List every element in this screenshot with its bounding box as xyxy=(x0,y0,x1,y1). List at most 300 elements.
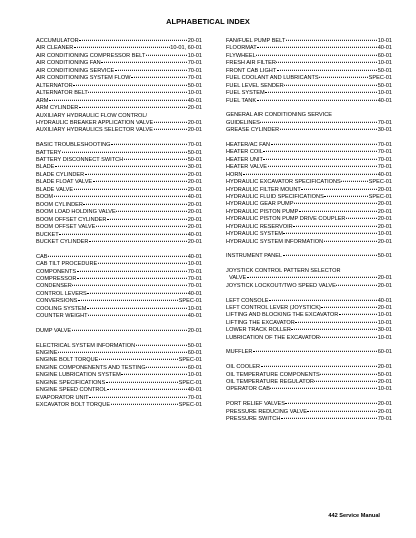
dot-leader xyxy=(341,181,368,182)
index-entry-label: AIR CONDITIONING SYSTEM FLOW xyxy=(36,75,131,82)
index-entry xyxy=(36,350,202,357)
dot-leader xyxy=(116,211,187,212)
index-entry xyxy=(36,387,202,394)
index-group xyxy=(226,298,392,343)
index-entry-page: 40-01 xyxy=(187,290,202,297)
dot-leader xyxy=(269,299,377,300)
index-entry-page: 60-01 xyxy=(187,364,202,371)
index-entry xyxy=(36,172,202,179)
index-entry-page: 20-01 xyxy=(377,208,392,215)
index-entry-page: 50-01 xyxy=(187,149,202,156)
index-entry-label: PORT RELIEF VALVES xyxy=(226,401,285,408)
index-entry-label: ALTERNATOR xyxy=(36,82,73,89)
index-entry-label: JOYSTICK LOCKOUT/TWO SPEED VALVE xyxy=(226,282,336,289)
index-entry-label: COMPONENTS xyxy=(36,268,77,275)
index-entry xyxy=(226,349,392,356)
index-group xyxy=(226,268,392,290)
index-entry xyxy=(226,298,392,305)
index-entry xyxy=(226,90,392,97)
dot-leader xyxy=(131,77,187,78)
index-entry xyxy=(226,409,392,416)
index-entry xyxy=(226,112,392,127)
index-entry-label: FUEL COOLANT AND LUBRICANTS xyxy=(226,75,319,82)
dot-leader xyxy=(59,233,187,234)
index-entry-page: 30-01 xyxy=(377,327,392,334)
dot-leader xyxy=(271,144,378,145)
index-entry-page: 40-01 xyxy=(187,194,202,201)
index-entry xyxy=(226,194,392,201)
dot-leader xyxy=(291,329,377,330)
index-entry-label: HEATER VALVE xyxy=(226,164,268,171)
index-entry-label: BUCKET xyxy=(36,231,59,238)
index-entry xyxy=(36,261,202,268)
index-entry-page: 40-01 xyxy=(187,253,202,260)
dot-leader xyxy=(89,241,187,242)
index-entry-label: AIR CONDITIONING SERVICE xyxy=(36,67,115,74)
dot-leader xyxy=(293,226,377,227)
dot-leader xyxy=(307,410,377,411)
index-entry xyxy=(36,395,202,402)
dot-leader xyxy=(243,173,377,174)
dot-leader xyxy=(284,85,377,86)
index-entry xyxy=(226,231,392,238)
dot-leader xyxy=(253,351,377,352)
index-group xyxy=(226,38,392,105)
index-entry-label: LOWER TRACK ROLLER xyxy=(226,327,291,334)
index-entry xyxy=(36,164,202,171)
dot-leader xyxy=(301,188,377,189)
index-entry xyxy=(226,372,392,379)
index-entry-label: FRONT CAB LIGHT xyxy=(226,67,277,74)
index-entry-page: 50-01 xyxy=(377,253,392,260)
index-entry-page: 70-01 xyxy=(377,141,392,148)
index-entry-label: ARM xyxy=(36,97,49,104)
dot-leader xyxy=(58,352,187,353)
index-entry-label: HYDRAULIC SYSTEM xyxy=(226,231,283,238)
dot-leader xyxy=(321,307,377,308)
dot-leader xyxy=(257,99,378,100)
index-entry-label: AIR CONDITIONING FAN xyxy=(36,60,101,67)
index-entry-page: 20-01 xyxy=(377,378,392,385)
index-entry-label: ACCUMULATOR xyxy=(36,38,79,44)
dot-leader xyxy=(256,55,377,56)
dot-leader xyxy=(89,396,187,397)
index-entry-page: 50-01 xyxy=(187,342,202,349)
index-entry-page: 20-01 xyxy=(377,401,392,408)
index-entry-page: 10-01 xyxy=(377,231,392,238)
index-entry-label: CAB TILT PROCEDURE xyxy=(36,261,98,268)
index-entry-label: CONTROL LEVERS xyxy=(36,290,87,297)
index-entry-page: 20-01 xyxy=(187,186,202,193)
index-entry-page: 10-01 xyxy=(377,60,392,67)
index-entry xyxy=(36,276,202,283)
index-entry-page: 20-01 xyxy=(377,201,392,208)
index-entry-page: 40-01 xyxy=(187,97,202,104)
index-entry xyxy=(36,187,202,194)
index-entry-page: SPEC-01 xyxy=(368,179,392,186)
index-entry xyxy=(36,313,202,320)
dot-leader xyxy=(146,367,187,368)
index-entry-page: 20-01 xyxy=(377,364,392,371)
index-entry xyxy=(36,98,202,105)
index-entry-page: 70-01 xyxy=(377,119,392,126)
dot-leader xyxy=(276,62,377,63)
dot-leader xyxy=(324,196,368,197)
index-entry-label: FUEL SYSTEM xyxy=(226,90,265,97)
index-group xyxy=(226,349,392,356)
index-entry xyxy=(226,75,392,82)
dot-leader xyxy=(79,107,187,108)
dot-leader xyxy=(247,277,377,278)
index-entry xyxy=(226,201,392,208)
index-entry xyxy=(226,172,392,179)
index-entry-page: SPEC-01 xyxy=(368,193,392,200)
index-entry-page: 50-01 xyxy=(187,156,202,163)
index-entry xyxy=(36,150,202,157)
index-entry-label: AIR CONDITIONING COMPRESSOR BELT xyxy=(36,52,146,59)
dot-leader xyxy=(77,270,188,271)
index-entry xyxy=(226,38,392,45)
index-entry-page: 10-01 xyxy=(377,90,392,97)
dot-leader xyxy=(320,337,377,338)
index-entry-label: COUNTER WEIGHT xyxy=(36,313,88,320)
index-column-right xyxy=(226,38,392,431)
index-entry-label: LEFT CONSOLE xyxy=(226,297,269,304)
index-entry-label: BLADE xyxy=(36,164,55,171)
index-entry-label: DUMP VALVE xyxy=(36,327,72,334)
dot-leader xyxy=(283,233,377,234)
dot-leader xyxy=(78,300,178,301)
dot-leader xyxy=(115,70,187,71)
index-entry xyxy=(226,401,392,408)
index-entry xyxy=(36,60,202,67)
index-entry-page: 20-01 xyxy=(187,127,202,134)
index-entry-page: 20-01 xyxy=(187,171,202,178)
dot-leader xyxy=(281,418,377,419)
dot-leader xyxy=(283,255,378,256)
index-entry xyxy=(36,380,202,387)
index-entry-page: 40-01 xyxy=(187,313,202,320)
index-entry xyxy=(36,142,202,149)
index-entry-page: 70-01 xyxy=(187,268,202,275)
index-entry xyxy=(36,53,202,60)
dot-leader xyxy=(339,314,377,315)
index-entry-label: CAB xyxy=(36,253,48,260)
index-entry xyxy=(36,291,202,298)
dot-leader xyxy=(263,151,377,152)
index-entry xyxy=(226,60,392,67)
dot-leader xyxy=(98,263,187,264)
index-entry-label: BASIC TROUBLESHOOTING xyxy=(36,142,111,149)
index-entry-page: 60-01 xyxy=(377,52,392,59)
index-entry xyxy=(226,142,392,149)
dot-leader xyxy=(83,204,187,205)
index-entry xyxy=(226,268,392,283)
index-entry-page: 20-01 xyxy=(377,304,392,311)
index-entry-label: ENGINE SPECIFICATIONS xyxy=(36,379,106,386)
dot-leader xyxy=(324,241,378,242)
index-entry-page: 20-01 xyxy=(187,105,202,112)
index-entry xyxy=(226,179,392,186)
index-entry xyxy=(36,372,202,379)
dot-leader xyxy=(263,159,377,160)
index-entry-label: LUBRICATION OF THE EXCAVATOR xyxy=(226,334,320,341)
index-entry-label: CONDENSER xyxy=(36,283,72,290)
index-entry-page: 60-01 xyxy=(187,349,202,356)
dot-leader xyxy=(72,285,187,286)
dot-leader xyxy=(74,189,188,190)
index-entry xyxy=(36,194,202,201)
dot-leader xyxy=(72,330,188,331)
index-entry-label: HYDRAULIC EXCAVATOR SPECIFICATIONS xyxy=(226,179,341,186)
index-entry-label: HYDRAULIC RESERVOIR xyxy=(226,223,293,230)
index-group xyxy=(226,401,392,423)
index-entry-label: FUEL TANK xyxy=(226,97,257,104)
index-entry-label: BLADE CYLINDER xyxy=(36,171,85,178)
index-entry-label: GREASE CYLINDER xyxy=(226,127,280,134)
index-entry-label: FRESH AIR FILTER xyxy=(226,60,276,67)
index-entry xyxy=(36,179,202,186)
index-group xyxy=(36,343,202,410)
index-entry-page: 10-01, 60-01 xyxy=(170,45,202,52)
dot-leader xyxy=(146,55,187,56)
index-entry xyxy=(36,365,202,372)
index-entry-page: 10-01 xyxy=(377,312,392,319)
index-entry xyxy=(36,157,202,164)
page-title: ALPHABETICAL INDEX xyxy=(166,17,250,26)
index-entry-label: HEATER UNIT xyxy=(226,156,263,163)
index-entry-label: HYDRAULIC GEAR PUMP xyxy=(226,201,294,208)
dot-leader xyxy=(79,40,187,41)
index-entry-label: BATTERY xyxy=(36,149,62,156)
index-entry xyxy=(36,209,202,216)
index-entry-label-line1: AUXILIARY HYDRAULIC FLOW CONTROL/ xyxy=(36,112,148,119)
index-entry-label: MUFFLER xyxy=(226,349,253,356)
index-entry-label: EVAPORATOR UNIT xyxy=(36,394,89,401)
index-entry-page: SPEC-01 xyxy=(178,379,202,386)
index-entry-page: 40-01 xyxy=(187,387,202,394)
index-entry xyxy=(226,83,392,90)
index-entry-page: 70-01 xyxy=(187,394,202,401)
index-entry xyxy=(226,305,392,312)
index-entry-label: ENGINE xyxy=(36,349,58,356)
dot-leader xyxy=(62,151,187,152)
index-entry-label: ARM CYLINDER xyxy=(36,105,79,112)
index-entry-page: SPEC-01 xyxy=(178,298,202,305)
index-entry-page: 50-01 xyxy=(377,82,392,89)
index-entry-page: 20-01 xyxy=(377,408,392,415)
dot-leader xyxy=(54,196,188,197)
index-entry xyxy=(226,283,392,290)
index-entry-page: 50-01 xyxy=(377,371,392,378)
index-entry-label: INSTRUMENT PANEL xyxy=(226,253,283,260)
index-entry-label-line1: JOYSTICK CONTROL PATTERN SELECTOR xyxy=(226,267,341,274)
index-entry-label: HEATER COIL xyxy=(226,149,263,156)
index-entry-label: BOOM OFFSET CYLINDER xyxy=(36,216,107,223)
dot-leader xyxy=(295,322,377,323)
index-entry-page: 10-01 xyxy=(187,90,202,97)
dot-leader xyxy=(136,344,188,345)
dot-leader xyxy=(265,92,377,93)
index-entry-label: LIFTING AND BLOCKING THE EXCAVATOR xyxy=(226,312,339,319)
index-group xyxy=(226,112,392,134)
dot-leader xyxy=(93,181,188,182)
index-entry-label: ENGINE LUBRICATION SYSTEM xyxy=(36,372,121,379)
dot-leader xyxy=(106,382,178,383)
index-entry-label: COOLING SYSTEM xyxy=(36,305,87,312)
index-entry-label: GUIDELINES xyxy=(226,119,260,126)
index-entry xyxy=(226,68,392,75)
index-entry-label: FLYWHEEL xyxy=(226,52,256,59)
index-entry xyxy=(36,232,202,239)
index-entry-page: 20-01 xyxy=(377,216,392,223)
index-group xyxy=(226,142,392,246)
index-entry-page: 40-01 xyxy=(377,45,392,52)
index-entry-page: 70-01 xyxy=(187,67,202,74)
index-group xyxy=(226,364,392,394)
index-entry xyxy=(36,402,202,409)
index-entry xyxy=(226,157,392,164)
index-entry-page: 40-01 xyxy=(377,97,392,104)
index-entry-page: 40-01 xyxy=(377,171,392,178)
index-entry-label: HYDRAULIC PISTON PUMP xyxy=(226,208,299,215)
index-entry-page: 20-01 xyxy=(187,209,202,216)
index-entry xyxy=(226,416,392,423)
index-entry-label: BATTERY DISCONNECT SWITCH xyxy=(36,156,124,163)
footer-manual-name: 442 Service Manual xyxy=(328,513,380,519)
index-entry-label: PRESSURE REDUCING VALVE xyxy=(226,408,307,415)
index-entry-label: HYDRAULIC FILTER MOUNT xyxy=(226,186,301,193)
index-entry-label: BLADE VALVE xyxy=(36,186,74,193)
index-entry-label: EXCAVATOR BOLT TORQUE xyxy=(36,402,111,409)
index-entry xyxy=(226,98,392,105)
index-entry xyxy=(226,45,392,52)
index-group xyxy=(36,328,202,335)
index-entry xyxy=(36,105,202,112)
index-entry xyxy=(36,38,202,45)
index-entry-page: 40-01 xyxy=(377,297,392,304)
index-entry xyxy=(36,75,202,82)
dot-leader xyxy=(121,374,187,375)
dot-leader xyxy=(260,122,377,123)
dot-leader xyxy=(336,285,377,286)
index-entry-label: BOOM LOAD HOLDING VALVE xyxy=(36,209,116,216)
dot-leader xyxy=(96,226,187,227)
index-entry-page: 70-01 xyxy=(187,75,202,82)
dot-leader xyxy=(99,359,178,360)
dot-leader xyxy=(257,47,377,48)
index-entry-page: 20-01 xyxy=(187,327,202,334)
index-entry-page: SPEC-01 xyxy=(178,402,202,409)
dot-leader xyxy=(107,389,187,390)
index-entry-label: PRESSURE SWITCH xyxy=(226,415,281,422)
index-entry-label: OIL TEMPERATURE COMPONENTS xyxy=(226,371,320,378)
index-entry-page: 70-01 xyxy=(187,283,202,290)
index-entry xyxy=(226,164,392,171)
index-entry-page: 70-01 xyxy=(377,415,392,422)
index-entry-page: 70-01 xyxy=(377,149,392,156)
index-entry-page: 10-01 xyxy=(187,305,202,312)
dot-leader xyxy=(88,315,187,316)
index-entry xyxy=(36,202,202,209)
index-entry-label: HYDRAULIC PISTON PUMP DRIVE COUPLER xyxy=(226,216,346,223)
index-entry xyxy=(226,127,392,134)
index-entry-label: ELECTRICAL SYSTEM INFORMATION xyxy=(36,342,136,349)
index-entry xyxy=(226,53,392,60)
index-entry xyxy=(226,335,392,342)
index-entry xyxy=(226,320,392,327)
index-entry-label: FLOORMAT xyxy=(226,45,257,52)
index-entry xyxy=(36,68,202,75)
index-entry-label: BOOM CYLINDER xyxy=(36,201,83,208)
index-entry xyxy=(36,254,202,261)
index-entry xyxy=(226,149,392,156)
index-entry-label: LIFTING THE EXCAVATOR xyxy=(226,319,295,326)
index-entry xyxy=(226,209,392,216)
index-entry xyxy=(36,224,202,231)
index-entry-page: 20-01 xyxy=(377,223,392,230)
dot-leader xyxy=(270,388,377,389)
index-entry xyxy=(226,364,392,371)
index-entry-label: HYDRAULIC BREAKER APPLICATION VALVE xyxy=(36,119,154,126)
index-entry xyxy=(226,386,392,393)
index-entry-label: LEFT CONTROL LEVER (JOYSTICK) xyxy=(226,304,321,311)
index-entry-label: ENGINE BOLT TORQUE xyxy=(36,357,99,364)
dot-leader xyxy=(314,381,377,382)
dot-leader xyxy=(319,77,368,78)
index-entry-page: 10-01 xyxy=(187,372,202,379)
index-entry-label: BOOM OFFSET VALVE xyxy=(36,224,96,231)
index-group xyxy=(226,253,392,260)
index-entry xyxy=(226,224,392,231)
index-entry-label: AUXILIARY HYDRAULICS SELECTOR VALVE xyxy=(36,127,153,134)
index-entry-page: 60-01 xyxy=(377,349,392,356)
index-entry-page: 50-01 xyxy=(377,67,392,74)
index-entry-page: 70-01 xyxy=(187,275,202,282)
index-entry-label: ENGINE SPEED CONTROL xyxy=(36,387,107,394)
index-entry xyxy=(36,217,202,224)
dot-leader xyxy=(101,62,187,63)
index-entry xyxy=(36,269,202,276)
dot-leader xyxy=(320,373,377,374)
index-entry-label: BUCKET CYLINDER xyxy=(36,238,89,245)
index-entry xyxy=(226,239,392,246)
dot-leader xyxy=(294,203,377,204)
index-entry-page: 70-01 xyxy=(377,164,392,171)
index-entry-page: 20-01 xyxy=(377,186,392,193)
index-entry xyxy=(226,379,392,386)
dot-leader xyxy=(74,47,170,48)
index-entry-page: 20-01 xyxy=(187,119,202,126)
index-entry-page: 10-01 xyxy=(187,261,202,268)
index-entry xyxy=(36,90,202,97)
index-entry xyxy=(36,343,202,350)
index-entry xyxy=(226,187,392,194)
index-entry-label-line1: GENERAL AIR CONDITIONING SERVICE xyxy=(226,112,332,119)
index-entry-label: OIL TEMPERATURE REGULATOR xyxy=(226,378,314,385)
index-entry-label: HORN xyxy=(226,171,243,178)
index-entry-label: FAN/FUEL PUMP BELT xyxy=(226,38,286,44)
index-entry-page: 70-01 xyxy=(187,60,202,67)
index-entry-page: 40-01 xyxy=(187,231,202,238)
index-entry-page: SPEC-01 xyxy=(368,75,392,82)
index-entry-label: OPERATOR CAB xyxy=(226,386,270,393)
index-entry-label: HEATER/AC FAN xyxy=(226,141,271,148)
index-entry-page: 20-01 xyxy=(187,224,202,231)
dot-leader xyxy=(346,218,377,219)
index-entry xyxy=(36,113,202,128)
index-entry-label: COMPRESSOR xyxy=(36,275,77,282)
